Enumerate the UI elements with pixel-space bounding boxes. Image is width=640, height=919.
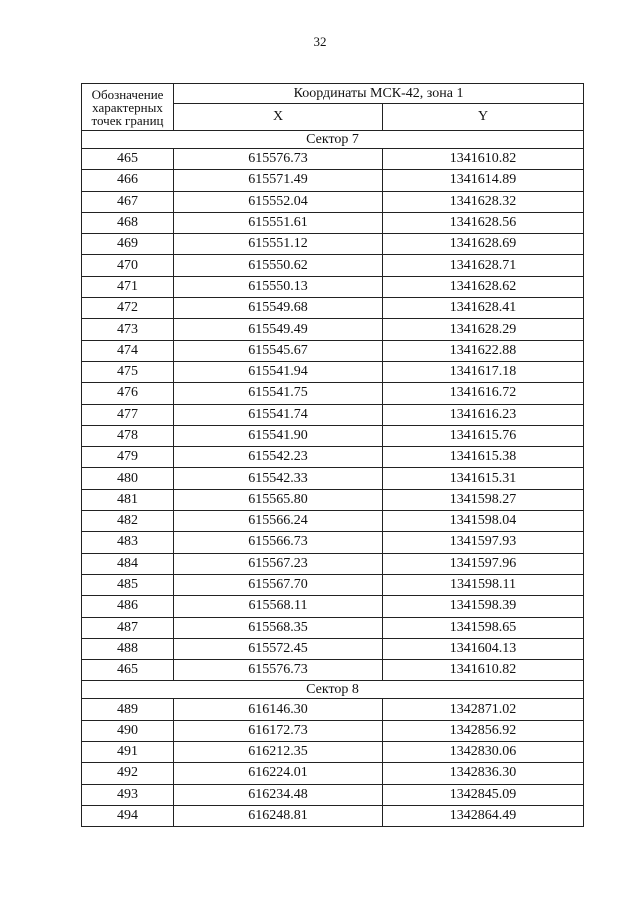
x-coordinate-cell: 615568.35 [174, 617, 383, 638]
x-coordinate-cell: 615567.23 [174, 553, 383, 574]
table-row [82, 468, 584, 489]
table-row [82, 447, 584, 468]
point-number-cell: 466 [82, 170, 174, 191]
table-row [82, 699, 584, 720]
table-row [82, 511, 584, 532]
x-coordinate-cell: 615545.67 [174, 340, 383, 361]
x-coordinate-cell: 615566.73 [174, 532, 383, 553]
x-coordinate-cell: 615571.49 [174, 170, 383, 191]
x-coordinate-cell: 615541.75 [174, 383, 383, 404]
point-number-cell: 483 [82, 532, 174, 553]
point-number-cell: 473 [82, 319, 174, 340]
point-number-cell: 488 [82, 638, 174, 659]
table-row [82, 553, 584, 574]
point-number-cell: 492 [82, 763, 174, 784]
y-coordinate-cell: 1341615.38 [383, 447, 584, 468]
table-row [82, 298, 584, 319]
y-coordinate-cell: 1341617.18 [383, 361, 584, 382]
y-coordinate-cell: 1341628.41 [383, 298, 584, 319]
table-row [82, 574, 584, 595]
table-row [82, 720, 584, 741]
x-coordinate-cell: 615551.61 [174, 212, 383, 233]
point-number-cell: 485 [82, 574, 174, 595]
x-coordinate-cell: 615550.13 [174, 276, 383, 297]
point-number-cell: 478 [82, 425, 174, 446]
table-row [82, 532, 584, 553]
coordinates-system-header: Координаты МСК-42, зона 1 [174, 84, 584, 104]
table-row [82, 638, 584, 659]
y-coordinate-cell: 1341616.23 [383, 404, 584, 425]
table-row [82, 361, 584, 382]
point-number-cell: 468 [82, 212, 174, 233]
point-number-cell: 487 [82, 617, 174, 638]
x-coordinate-cell: 615541.74 [174, 404, 383, 425]
x-coordinate-cell: 616248.81 [174, 805, 383, 826]
x-coordinate-cell: 615542.23 [174, 447, 383, 468]
point-number-cell: 474 [82, 340, 174, 361]
x-coordinate-cell: 615567.70 [174, 574, 383, 595]
point-column-header: Обозначение характерных точек границ [82, 84, 174, 131]
page-number: 32 [313, 34, 327, 49]
point-number-cell: 465 [82, 660, 174, 681]
point-number-cell: 486 [82, 596, 174, 617]
point-number-cell: 467 [82, 191, 174, 212]
point-number-cell: 481 [82, 489, 174, 510]
x-coordinate-cell: 616172.73 [174, 720, 383, 741]
y-coordinate-cell: 1341597.93 [383, 532, 584, 553]
x-coordinate-cell: 615568.11 [174, 596, 383, 617]
y-coordinate-cell: 1341615.76 [383, 425, 584, 446]
sector-header-row [82, 131, 584, 149]
y-coordinate-cell: 1342836.30 [383, 763, 584, 784]
point-number-cell: 480 [82, 468, 174, 489]
table-row [82, 617, 584, 638]
y-coordinate-cell: 1341598.27 [383, 489, 584, 510]
table-row [82, 383, 584, 404]
point-number-cell: 472 [82, 298, 174, 319]
table-body [82, 131, 584, 827]
table-row [82, 234, 584, 255]
table-row [82, 212, 584, 233]
x-coordinate-cell: 615565.80 [174, 489, 383, 510]
x-coordinate-cell: 616212.35 [174, 742, 383, 763]
table-row [82, 660, 584, 681]
x-coordinate-cell: 616146.30 [174, 699, 383, 720]
x-coordinate-cell: 615541.90 [174, 425, 383, 446]
table-row [82, 276, 584, 297]
y-coordinate-cell: 1341610.82 [383, 149, 584, 170]
y-coordinate-cell: 1341628.62 [383, 276, 584, 297]
point-number-cell: 479 [82, 447, 174, 468]
table-row [82, 340, 584, 361]
y-coordinate-cell: 1341598.04 [383, 511, 584, 532]
y-coordinate-cell: 1341598.39 [383, 596, 584, 617]
x-coordinate-cell: 615541.94 [174, 361, 383, 382]
y-coordinate-cell: 1341628.32 [383, 191, 584, 212]
point-number-cell: 465 [82, 149, 174, 170]
x-coordinate-cell: 615552.04 [174, 191, 383, 212]
x-coordinate-cell: 615551.12 [174, 234, 383, 255]
point-number-cell: 484 [82, 553, 174, 574]
y-coordinate-cell: 1342830.06 [383, 742, 584, 763]
y-coordinate-cell: 1341622.88 [383, 340, 584, 361]
point-number-cell: 470 [82, 255, 174, 276]
x-coordinate-cell: 615576.73 [174, 149, 383, 170]
point-number-cell: 475 [82, 361, 174, 382]
point-number-cell: 469 [82, 234, 174, 255]
x-coordinate-cell: 615549.68 [174, 298, 383, 319]
point-number-cell: 471 [82, 276, 174, 297]
table-row [82, 149, 584, 170]
x-coordinate-cell: 615572.45 [174, 638, 383, 659]
y-coordinate-cell: 1342871.02 [383, 699, 584, 720]
x-coordinate-cell: 615542.33 [174, 468, 383, 489]
y-coordinate-cell: 1342864.49 [383, 805, 584, 826]
sector-header-row [82, 681, 584, 699]
x-coordinate-cell: 616224.01 [174, 763, 383, 784]
table-row [82, 784, 584, 805]
point-number-cell: 493 [82, 784, 174, 805]
y-coordinate-cell: 1341628.69 [383, 234, 584, 255]
y-coordinate-cell: 1341604.13 [383, 638, 584, 659]
point-number-cell: 477 [82, 404, 174, 425]
table-row [82, 596, 584, 617]
table-row [82, 425, 584, 446]
y-coordinate-cell: 1341598.11 [383, 574, 584, 595]
x-coordinate-cell: 616234.48 [174, 784, 383, 805]
table-row [82, 191, 584, 212]
y-coordinate-cell: 1341597.96 [383, 553, 584, 574]
point-number-cell: 489 [82, 699, 174, 720]
point-number-cell: 482 [82, 511, 174, 532]
y-coordinate-cell: 1341628.71 [383, 255, 584, 276]
point-number-cell: 490 [82, 720, 174, 741]
point-number-cell: 476 [82, 383, 174, 404]
x-coordinate-cell: 615549.49 [174, 319, 383, 340]
y-coordinate-cell: 1342845.09 [383, 784, 584, 805]
table-header [82, 84, 584, 131]
table-row [82, 319, 584, 340]
table-row [82, 763, 584, 784]
y-coordinate-cell: 1341614.89 [383, 170, 584, 191]
point-number-cell: 494 [82, 805, 174, 826]
point-number-cell: 491 [82, 742, 174, 763]
sector-title: Сектор 7 [82, 131, 584, 149]
table-row [82, 404, 584, 425]
sector-title: Сектор 8 [82, 681, 584, 699]
y-coordinate-cell: 1341615.31 [383, 468, 584, 489]
x-column-header: X [174, 104, 383, 131]
x-coordinate-cell: 615566.24 [174, 511, 383, 532]
table-row [82, 170, 584, 191]
y-coordinate-cell: 1341628.29 [383, 319, 584, 340]
table-row [82, 255, 584, 276]
y-coordinate-cell: 1341610.82 [383, 660, 584, 681]
table-row [82, 489, 584, 510]
y-coordinate-cell: 1341616.72 [383, 383, 584, 404]
coordinates-table [81, 83, 584, 827]
table-row [82, 805, 584, 826]
table-row [82, 742, 584, 763]
y-coordinate-cell: 1341628.56 [383, 212, 584, 233]
y-column-header: Y [383, 104, 584, 131]
x-coordinate-cell: 615550.62 [174, 255, 383, 276]
x-coordinate-cell: 615576.73 [174, 660, 383, 681]
y-coordinate-cell: 1342856.92 [383, 720, 584, 741]
y-coordinate-cell: 1341598.65 [383, 617, 584, 638]
